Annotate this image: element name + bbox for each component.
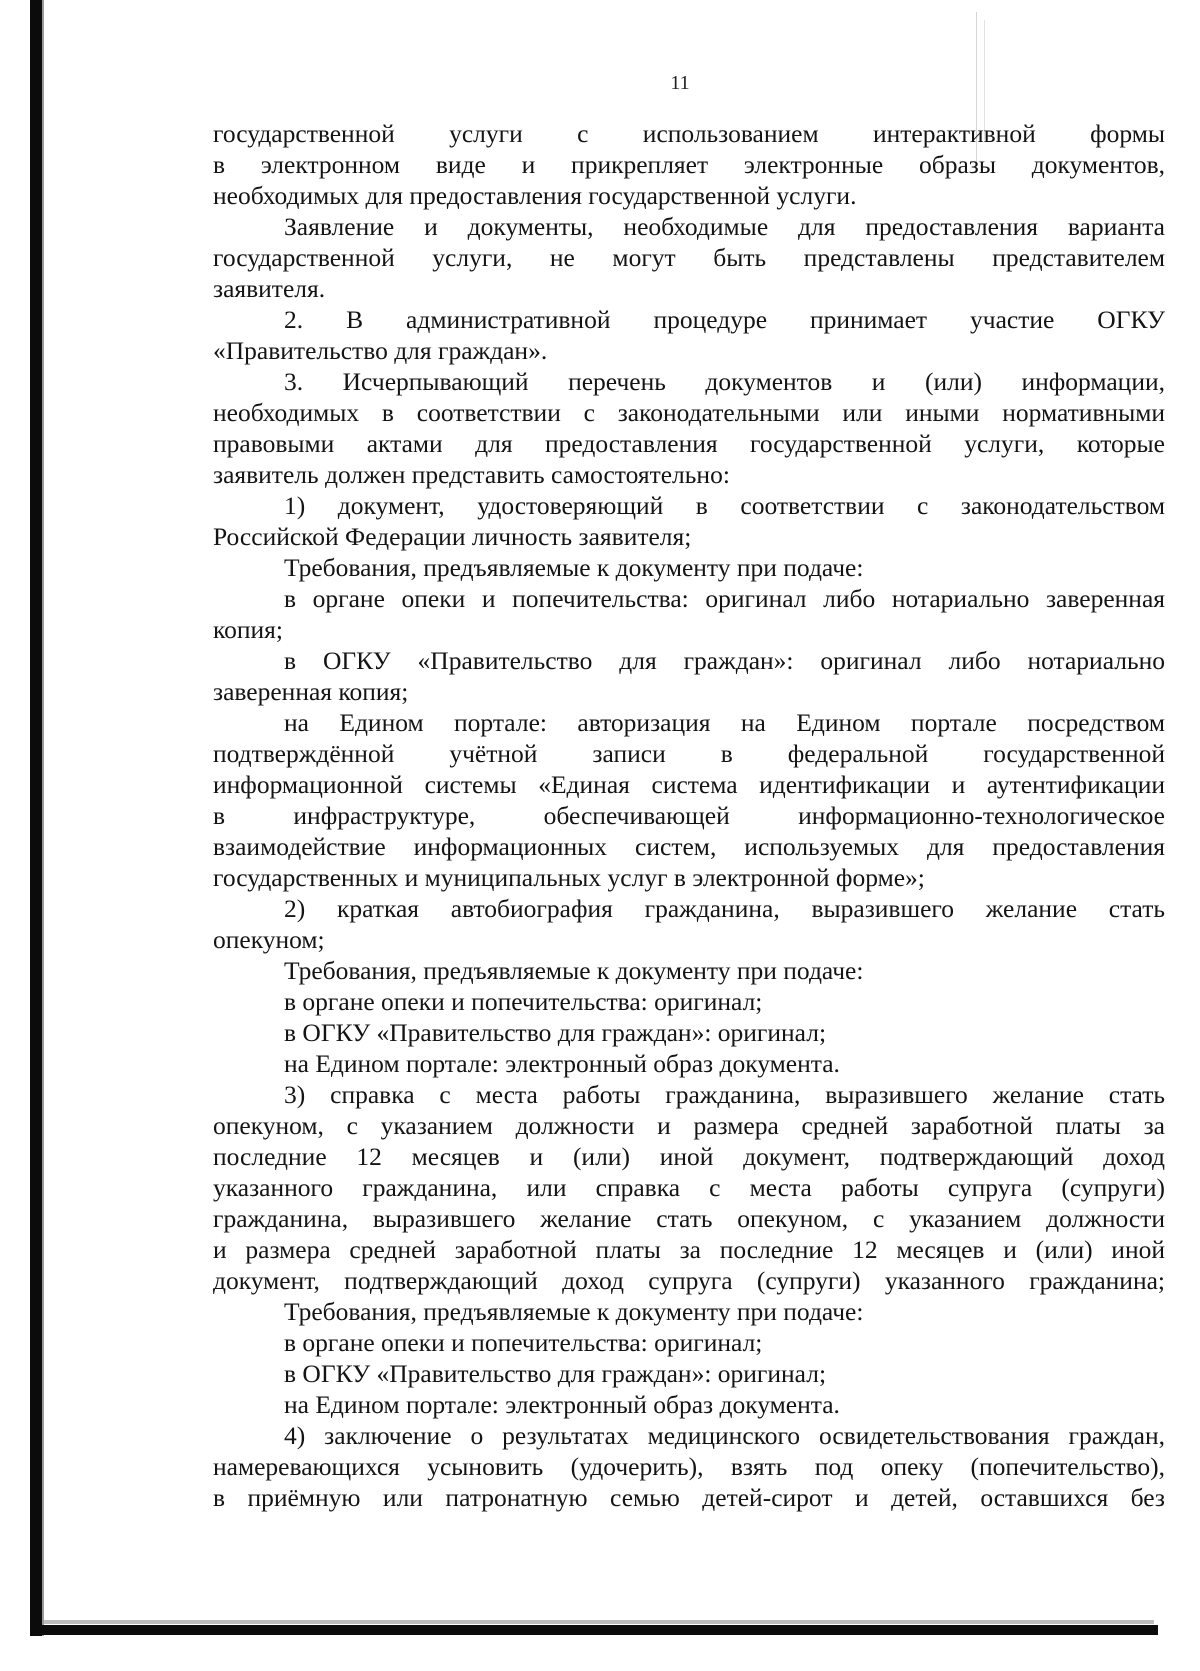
document-line: в ОГКУ «Правительство для граждан»: оригинал; (284, 1359, 827, 1388)
scan-border-bottom-shadow (44, 1620, 1154, 1624)
document-line: необходимых для предоставления государственной услуги. (213, 181, 857, 210)
document-line: на Едином портале: электронный образ документа. (284, 1390, 840, 1419)
document-line: копия; (213, 615, 283, 644)
document-line: Требования, предъявляемые к документу при подаче: (284, 956, 864, 985)
document-line: 1) документ, удостоверяющий в соответствии с законодательством (284, 491, 1165, 520)
document-line: 4) заключение о результатах медицинского освидетельствования граждан, (284, 1421, 1165, 1450)
document-line: 2. В административной процедуре принимает участие ОГКУ (284, 305, 1165, 334)
document-line: намеревающихся усыновить (удочерить), взять под опеку (попечительство), (213, 1452, 1165, 1481)
document-line: последние 12 месяцев и (или) иной документ, подтверждающий доход (213, 1142, 1165, 1171)
document-line: опекуном; (213, 925, 325, 954)
document-line: взаимодействие информационных систем, используемых для предоставления (213, 832, 1165, 861)
document-line: в инфраструктуре, обеспечивающей информационно-технологическое (213, 801, 1165, 830)
scan-border-left-shadow (42, 0, 44, 1636)
document-line: и размера средней заработной платы за последние 12 месяцев и (или) иной (213, 1235, 1165, 1264)
document-line: заявитель должен представить самостоятельно: (213, 460, 730, 489)
document-line: Требования, предъявляемые к документу при подаче: (284, 1297, 864, 1326)
document-line: подтверждённой учётной записи в федеральной государственной (213, 739, 1165, 768)
document-line: 3. Исчерпывающий перечень документов и (или) информации, (284, 367, 1165, 396)
scan-border-bottom (30, 1625, 1158, 1635)
document-line: в органе опеки и попечительства: оригинал; (284, 987, 763, 1016)
document-line: в ОГКУ «Правительство для граждан»: оригинал; (284, 1018, 827, 1047)
document-line: опекуном, с указанием должности и размера средней заработной платы за (213, 1111, 1165, 1140)
document-line: правовыми актами для предоставления государственной услуги, которые (213, 429, 1165, 458)
document-line: государственной услуги с использованием интерактивной формы (213, 119, 1165, 148)
document-line: на Едином портале: авторизация на Едином портале посредством (284, 708, 1165, 737)
document-body (213, 118, 1165, 1513)
document-line: на Едином портале: электронный образ документа. (284, 1049, 840, 1078)
document-line: «Правительство для граждан». (213, 336, 548, 365)
document-line: заявителя. (213, 274, 326, 303)
document-line: документ, подтверждающий доход супруга (супруги) указанного гражданина; (213, 1266, 1165, 1295)
document-line: в органе опеки и попечительства: оригинал; (284, 1328, 763, 1357)
document-line: Заявление и документы, необходимые для предоставления варианта (284, 212, 1165, 241)
document-line: 2) краткая автобиография гражданина, выразившего желание стать (284, 894, 1165, 923)
document-line: в приёмную или патронатную семью детей-сирот и детей, оставшихся без (213, 1483, 1165, 1512)
document-line: в электронном виде и прикрепляет электронные образы документов, (213, 150, 1165, 179)
scan-border-left (30, 0, 42, 1636)
document-line: государственной услуги, не могут быть представлены представителем (213, 243, 1165, 272)
document-line: гражданина, выразившего желание стать опекуном, с указанием должности (213, 1204, 1165, 1233)
document-line: Требования, предъявляемые к документу при подаче: (284, 553, 864, 582)
document-line: заверенная копия; (213, 677, 409, 706)
document-line: 3) справка с места работы гражданина, выразившего желание стать (284, 1080, 1165, 1109)
document-line: Российской Федерации личность заявителя; (213, 522, 692, 551)
document-line: в ОГКУ «Правительство для граждан»: оригинал либо нотариально (284, 646, 1165, 675)
document-line: государственных и муниципальных услуг в электронной форме»; (213, 863, 925, 892)
page-number: 11 (670, 72, 690, 94)
document-line: необходимых в соответствии с законодательными или иными нормативными (213, 398, 1165, 427)
document-line: указанного гражданина, или справка с места работы супруга (супруги) (213, 1173, 1165, 1202)
document-line: информационной системы «Единая система идентификации и аутентификации (213, 770, 1165, 799)
document-line: в органе опеки и попечительства: оригинал либо нотариально заверенная (284, 584, 1165, 613)
